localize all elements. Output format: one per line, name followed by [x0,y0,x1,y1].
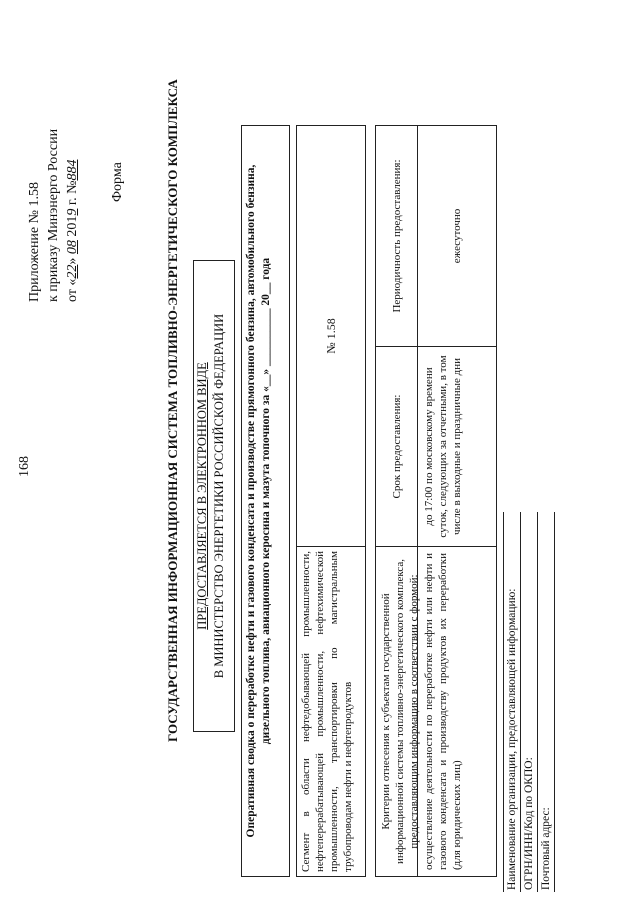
appendix-date-day: 22 [65,264,80,279]
submitted-line-1: ПРЕДОСТАВЛЯЕТСЯ В ЭЛЕКТРОННОМ ВИДЕ [195,362,209,630]
rotated-sheet [15,22,620,892]
appendix-line-1: Приложение № 1.58 [27,182,42,302]
form-number: № 1.58 [323,318,338,354]
report-title-box [241,125,290,877]
header-criteria: Критерии отнесения к субъектам государственной информационной системы топливно-энергетического комплекса, предоставляющим информацию в соответствии с формой: [376,546,418,876]
criteria-table [375,125,497,877]
segment-description: Сегмент в области нефтедобывающей промышленности, нефтеперерабатывающей промышленности, нефтехимической промышленности, транспортировки по магистральным трубопроводам нефти и нефтепродуктов [297,546,365,876]
appendix-line-2: к приказу Минэнерго России [46,128,61,302]
page-number: 168 [17,456,32,477]
ogrn-field: ОГРН/ИНН/Код по ОКПО: [521,512,538,892]
org-name-field: Наименование организации, предоставляющей информацию: [503,512,521,892]
appendix-number-prefix: г. № [65,180,80,209]
system-title: ГОСУДАРСТВЕННАЯ ИНФОРМАЦИОННАЯ СИСТЕМА ТОПЛИВНО-ЭНЕРГЕТИЧЕСКОГО КОМПЛЕКСА [165,79,180,742]
report-title-line-1: Оперативная сводка о переработке нефти и газового конденсата и производстве прямогонного бензина, автомобильного бензина, [245,164,257,838]
address-field: Почтовый адрес: [538,512,555,892]
organization-details [503,512,555,892]
header-deadline: Срок предоставления: [376,346,418,546]
segment-table [296,125,366,877]
appendix-line-3 [63,129,82,302]
appendix-date-mid: » [65,254,80,265]
deadline-cell: до 17:00 по московскому времени суток, следующих за отчетными, в том числе в выходные и праздничные дни [418,346,496,546]
appendix-year-digit: 9 [65,208,80,216]
submitted-line-2: В МИНИСТЕРСТВО ЭНЕРГЕТИКИ РОССИЙСКОЙ ФЕДЕРАЦИИ [212,313,226,679]
form-label: Форма [110,162,125,202]
criteria-cell: осуществление деятельности по переработке нефти или нефти и газового конденсата и производству продуктов их переработки (для юридических лиц) [418,546,496,876]
appendix-order-number: 884 [65,159,80,181]
report-title-line-2: дизельного топлива, авиационного керосина и мазута топочного за «__» __________ 20__ года [260,257,272,745]
appendix-date-prefix: от « [65,278,80,302]
appendix-date-month: 08 [65,240,80,255]
appendix-year-prefix: 201 [65,215,80,241]
submitted-box [193,260,235,732]
header-periodicity: Периодичность предоставления: [376,126,418,346]
appendix-header [25,129,82,302]
periodicity-cell: ежесуточно [451,208,463,264]
